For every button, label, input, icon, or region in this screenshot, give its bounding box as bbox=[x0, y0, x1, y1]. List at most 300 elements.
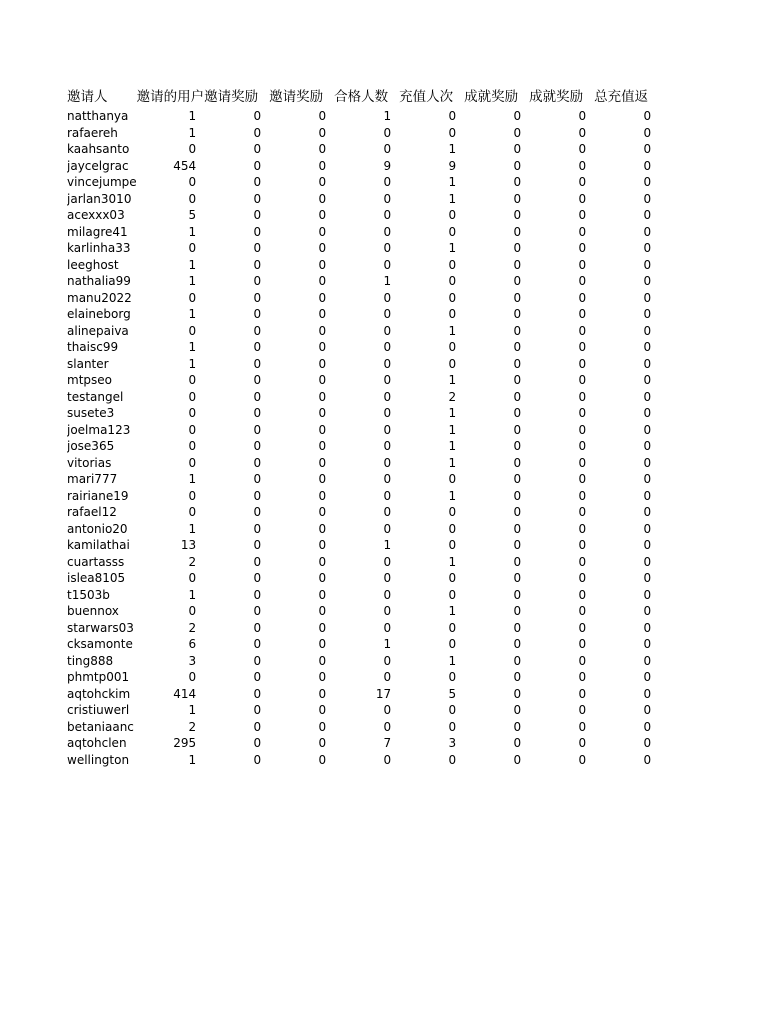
value-cell[interactable] bbox=[137, 686, 205, 703]
value-cell[interactable] bbox=[529, 603, 594, 620]
value-cell[interactable] bbox=[204, 537, 269, 554]
table-row[interactable] bbox=[67, 339, 659, 356]
value-cell[interactable] bbox=[204, 653, 269, 670]
value-cell[interactable] bbox=[464, 735, 529, 752]
value-cell[interactable] bbox=[334, 306, 399, 323]
table-row[interactable] bbox=[67, 141, 659, 158]
inviter-name-cell[interactable]: jarlan3010 bbox=[67, 191, 132, 206]
value-cell[interactable] bbox=[529, 191, 594, 208]
value-cell[interactable] bbox=[334, 240, 399, 257]
table-row[interactable] bbox=[67, 174, 659, 191]
value-cell[interactable] bbox=[204, 719, 269, 736]
value-cell[interactable] bbox=[399, 405, 464, 422]
value-cell[interactable] bbox=[204, 372, 269, 389]
inviter-name-cell[interactable]: vincejumpe bbox=[67, 175, 137, 190]
value-cell[interactable] bbox=[399, 702, 464, 719]
inviter-name-cell[interactable]: jaycelgrac bbox=[67, 158, 129, 173]
value-cell[interactable] bbox=[204, 273, 269, 290]
value-cell[interactable] bbox=[269, 719, 334, 736]
value-cell[interactable] bbox=[594, 207, 659, 224]
value-cell[interactable] bbox=[137, 207, 205, 224]
value-cell[interactable] bbox=[204, 141, 269, 158]
value-cell[interactable] bbox=[204, 702, 269, 719]
value-cell[interactable] bbox=[204, 570, 269, 587]
value-cell[interactable] bbox=[464, 306, 529, 323]
value-cell[interactable] bbox=[204, 735, 269, 752]
value-cell[interactable] bbox=[334, 141, 399, 158]
value-cell[interactable] bbox=[399, 719, 464, 736]
value-cell[interactable] bbox=[594, 224, 659, 241]
value-cell[interactable] bbox=[137, 141, 205, 158]
inviter-name-cell[interactable]: milagre41 bbox=[67, 224, 128, 239]
value-cell[interactable] bbox=[137, 570, 205, 587]
value-cell[interactable] bbox=[529, 290, 594, 307]
value-cell[interactable] bbox=[204, 603, 269, 620]
value-cell[interactable] bbox=[204, 554, 269, 571]
table-row[interactable] bbox=[67, 735, 659, 752]
table-row[interactable] bbox=[67, 719, 659, 736]
value-cell[interactable] bbox=[334, 653, 399, 670]
value-cell[interactable] bbox=[269, 273, 334, 290]
value-cell[interactable] bbox=[594, 686, 659, 703]
inviter-name-cell[interactable]: buennox bbox=[67, 604, 119, 619]
table-row[interactable] bbox=[67, 108, 659, 125]
table-row[interactable] bbox=[67, 488, 659, 505]
value-cell[interactable] bbox=[204, 257, 269, 274]
value-cell[interactable] bbox=[334, 323, 399, 340]
value-cell[interactable] bbox=[269, 537, 334, 554]
value-cell[interactable] bbox=[334, 273, 399, 290]
value-cell[interactable] bbox=[464, 356, 529, 373]
value-cell[interactable] bbox=[334, 537, 399, 554]
value-cell[interactable] bbox=[204, 339, 269, 356]
value-cell[interactable] bbox=[594, 306, 659, 323]
value-cell[interactable] bbox=[269, 455, 334, 472]
value-cell[interactable] bbox=[464, 108, 529, 125]
value-cell[interactable] bbox=[529, 752, 594, 769]
value-cell[interactable] bbox=[204, 323, 269, 340]
value-cell[interactable] bbox=[594, 554, 659, 571]
value-cell[interactable] bbox=[204, 422, 269, 439]
value-cell[interactable] bbox=[334, 125, 399, 142]
value-cell[interactable] bbox=[204, 455, 269, 472]
value-cell[interactable] bbox=[464, 372, 529, 389]
column-header[interactable]: 成就奖励 bbox=[464, 89, 519, 105]
value-cell[interactable] bbox=[464, 339, 529, 356]
inviter-name-cell[interactable]: kamilathai bbox=[67, 538, 130, 553]
value-cell[interactable] bbox=[399, 273, 464, 290]
value-cell[interactable] bbox=[399, 603, 464, 620]
table-row[interactable] bbox=[67, 636, 659, 653]
value-cell[interactable] bbox=[137, 702, 205, 719]
value-cell[interactable] bbox=[594, 455, 659, 472]
table-row[interactable] bbox=[67, 191, 659, 208]
value-cell[interactable] bbox=[137, 389, 205, 406]
value-cell[interactable] bbox=[269, 488, 334, 505]
value-cell[interactable] bbox=[464, 273, 529, 290]
value-cell[interactable] bbox=[137, 158, 205, 175]
value-cell[interactable] bbox=[269, 702, 334, 719]
value-cell[interactable] bbox=[399, 504, 464, 521]
value-cell[interactable] bbox=[137, 488, 205, 505]
value-cell[interactable] bbox=[334, 620, 399, 637]
value-cell[interactable] bbox=[269, 108, 334, 125]
value-cell[interactable] bbox=[464, 422, 529, 439]
inviter-name-cell[interactable]: rairiane19 bbox=[67, 488, 129, 503]
value-cell[interactable] bbox=[529, 438, 594, 455]
table-row[interactable] bbox=[67, 290, 659, 307]
value-cell[interactable] bbox=[334, 488, 399, 505]
value-cell[interactable] bbox=[399, 422, 464, 439]
value-cell[interactable] bbox=[594, 669, 659, 686]
value-cell[interactable] bbox=[529, 158, 594, 175]
inviter-name-cell[interactable]: cuartasss bbox=[67, 554, 125, 569]
inviter-name-cell[interactable]: islea8105 bbox=[67, 571, 126, 586]
value-cell[interactable] bbox=[594, 323, 659, 340]
value-cell[interactable] bbox=[269, 191, 334, 208]
table-row[interactable] bbox=[67, 669, 659, 686]
value-cell[interactable] bbox=[399, 108, 464, 125]
value-cell[interactable] bbox=[464, 191, 529, 208]
value-cell[interactable] bbox=[204, 158, 269, 175]
value-cell[interactable] bbox=[399, 537, 464, 554]
value-cell[interactable] bbox=[334, 422, 399, 439]
inviter-name-cell[interactable]: cristiuwerl bbox=[67, 703, 130, 718]
value-cell[interactable] bbox=[594, 141, 659, 158]
value-cell[interactable] bbox=[334, 191, 399, 208]
value-cell[interactable] bbox=[204, 686, 269, 703]
value-cell[interactable] bbox=[594, 702, 659, 719]
table-row[interactable] bbox=[67, 537, 659, 554]
value-cell[interactable] bbox=[334, 702, 399, 719]
value-cell[interactable] bbox=[529, 207, 594, 224]
inviter-name-cell[interactable]: starwars03 bbox=[67, 620, 134, 635]
value-cell[interactable] bbox=[529, 735, 594, 752]
value-cell[interactable] bbox=[137, 455, 205, 472]
value-cell[interactable] bbox=[529, 521, 594, 538]
value-cell[interactable] bbox=[137, 587, 205, 604]
value-cell[interactable] bbox=[594, 521, 659, 538]
value-cell[interactable] bbox=[594, 719, 659, 736]
value-cell[interactable] bbox=[594, 504, 659, 521]
value-cell[interactable] bbox=[204, 636, 269, 653]
value-cell[interactable] bbox=[334, 372, 399, 389]
value-cell[interactable] bbox=[399, 587, 464, 604]
value-cell[interactable] bbox=[137, 125, 205, 142]
value-cell[interactable] bbox=[269, 686, 334, 703]
value-cell[interactable] bbox=[529, 587, 594, 604]
value-cell[interactable] bbox=[334, 158, 399, 175]
inviter-name-cell[interactable]: aqtohckim bbox=[67, 686, 131, 701]
value-cell[interactable] bbox=[594, 108, 659, 125]
value-cell[interactable] bbox=[204, 521, 269, 538]
value-cell[interactable] bbox=[464, 471, 529, 488]
value-cell[interactable] bbox=[464, 504, 529, 521]
value-cell[interactable] bbox=[334, 669, 399, 686]
value-cell[interactable] bbox=[204, 125, 269, 142]
table-row[interactable] bbox=[67, 702, 659, 719]
value-cell[interactable] bbox=[204, 752, 269, 769]
table-row[interactable] bbox=[67, 257, 659, 274]
value-cell[interactable] bbox=[529, 455, 594, 472]
inviter-name-cell[interactable]: slanter bbox=[67, 356, 109, 371]
table-row[interactable] bbox=[67, 372, 659, 389]
value-cell[interactable] bbox=[594, 735, 659, 752]
inviter-name-cell[interactable]: acexxx03 bbox=[67, 208, 125, 223]
value-cell[interactable] bbox=[594, 752, 659, 769]
table-row[interactable] bbox=[67, 240, 659, 257]
value-cell[interactable] bbox=[399, 438, 464, 455]
value-cell[interactable] bbox=[464, 240, 529, 257]
value-cell[interactable] bbox=[529, 108, 594, 125]
inviter-name-cell[interactable]: natthanya bbox=[67, 109, 129, 124]
value-cell[interactable] bbox=[204, 174, 269, 191]
inviter-name-cell[interactable]: joelma123 bbox=[67, 422, 131, 437]
value-cell[interactable] bbox=[334, 224, 399, 241]
inviter-name-cell[interactable]: mtpseo bbox=[67, 373, 112, 388]
value-cell[interactable] bbox=[594, 191, 659, 208]
value-cell[interactable] bbox=[399, 570, 464, 587]
value-cell[interactable] bbox=[204, 488, 269, 505]
value-cell[interactable] bbox=[269, 141, 334, 158]
value-cell[interactable] bbox=[137, 356, 205, 373]
value-cell[interactable] bbox=[334, 587, 399, 604]
value-cell[interactable] bbox=[269, 125, 334, 142]
value-cell[interactable] bbox=[137, 719, 205, 736]
value-cell[interactable] bbox=[334, 405, 399, 422]
value-cell[interactable] bbox=[269, 339, 334, 356]
value-cell[interactable] bbox=[464, 669, 529, 686]
value-cell[interactable] bbox=[334, 471, 399, 488]
inviter-name-cell[interactable]: karlinha33 bbox=[67, 241, 131, 256]
value-cell[interactable] bbox=[269, 521, 334, 538]
table-row[interactable] bbox=[67, 570, 659, 587]
value-cell[interactable] bbox=[529, 323, 594, 340]
value-cell[interactable] bbox=[137, 372, 205, 389]
value-cell[interactable] bbox=[529, 224, 594, 241]
value-cell[interactable] bbox=[464, 636, 529, 653]
value-cell[interactable] bbox=[137, 504, 205, 521]
value-cell[interactable] bbox=[464, 389, 529, 406]
value-cell[interactable] bbox=[399, 306, 464, 323]
column-header[interactable]: 邀请奖励 bbox=[269, 89, 324, 105]
value-cell[interactable] bbox=[594, 636, 659, 653]
value-cell[interactable] bbox=[594, 290, 659, 307]
value-cell[interactable] bbox=[464, 537, 529, 554]
value-cell[interactable] bbox=[399, 323, 464, 340]
value-cell[interactable] bbox=[594, 405, 659, 422]
value-cell[interactable] bbox=[204, 669, 269, 686]
table-row[interactable] bbox=[67, 405, 659, 422]
value-cell[interactable] bbox=[137, 422, 205, 439]
value-cell[interactable] bbox=[334, 735, 399, 752]
value-cell[interactable] bbox=[334, 719, 399, 736]
value-cell[interactable] bbox=[269, 554, 334, 571]
value-cell[interactable] bbox=[464, 702, 529, 719]
value-cell[interactable] bbox=[529, 422, 594, 439]
inviter-name-cell[interactable]: thaisc99 bbox=[67, 340, 119, 355]
value-cell[interactable] bbox=[334, 389, 399, 406]
value-cell[interactable] bbox=[399, 455, 464, 472]
value-cell[interactable] bbox=[137, 653, 205, 670]
inviter-name-cell[interactable]: aqtohclen bbox=[67, 736, 127, 751]
value-cell[interactable] bbox=[334, 504, 399, 521]
value-cell[interactable] bbox=[529, 537, 594, 554]
value-cell[interactable] bbox=[334, 636, 399, 653]
value-cell[interactable] bbox=[334, 257, 399, 274]
value-cell[interactable] bbox=[137, 240, 205, 257]
value-cell[interactable] bbox=[399, 554, 464, 571]
value-cell[interactable] bbox=[399, 636, 464, 653]
value-cell[interactable] bbox=[594, 174, 659, 191]
value-cell[interactable] bbox=[334, 356, 399, 373]
value-cell[interactable] bbox=[269, 570, 334, 587]
value-cell[interactable] bbox=[399, 339, 464, 356]
value-cell[interactable] bbox=[529, 686, 594, 703]
value-cell[interactable] bbox=[137, 257, 205, 274]
inviter-name-cell[interactable]: mari777 bbox=[67, 472, 118, 487]
inviter-name-cell[interactable]: nathalia99 bbox=[67, 274, 131, 289]
value-cell[interactable] bbox=[399, 290, 464, 307]
value-cell[interactable] bbox=[137, 554, 205, 571]
value-cell[interactable] bbox=[594, 488, 659, 505]
value-cell[interactable] bbox=[204, 587, 269, 604]
value-cell[interactable] bbox=[137, 273, 205, 290]
value-cell[interactable] bbox=[399, 207, 464, 224]
value-cell[interactable] bbox=[464, 620, 529, 637]
value-cell[interactable] bbox=[269, 356, 334, 373]
column-header[interactable]: 合格人数 bbox=[334, 89, 389, 105]
value-cell[interactable] bbox=[529, 125, 594, 142]
value-cell[interactable] bbox=[137, 471, 205, 488]
value-cell[interactable] bbox=[334, 521, 399, 538]
table-row[interactable] bbox=[67, 653, 659, 670]
value-cell[interactable] bbox=[137, 224, 205, 241]
inviter-name-cell[interactable]: testangel bbox=[67, 389, 124, 404]
value-cell[interactable] bbox=[594, 653, 659, 670]
value-cell[interactable] bbox=[334, 603, 399, 620]
value-cell[interactable] bbox=[529, 471, 594, 488]
value-cell[interactable] bbox=[464, 719, 529, 736]
value-cell[interactable] bbox=[399, 356, 464, 373]
value-cell[interactable] bbox=[269, 603, 334, 620]
value-cell[interactable] bbox=[334, 108, 399, 125]
value-cell[interactable] bbox=[269, 438, 334, 455]
inviter-name-cell[interactable]: kaahsanto bbox=[67, 142, 130, 157]
inviter-name-cell[interactable]: wellington bbox=[67, 752, 130, 767]
value-cell[interactable] bbox=[269, 405, 334, 422]
inviter-name-cell[interactable]: ting888 bbox=[67, 653, 114, 668]
value-cell[interactable] bbox=[269, 323, 334, 340]
value-cell[interactable] bbox=[594, 438, 659, 455]
value-cell[interactable] bbox=[204, 290, 269, 307]
value-cell[interactable] bbox=[269, 735, 334, 752]
value-cell[interactable] bbox=[464, 587, 529, 604]
value-cell[interactable] bbox=[137, 603, 205, 620]
value-cell[interactable] bbox=[204, 389, 269, 406]
value-cell[interactable] bbox=[269, 636, 334, 653]
value-cell[interactable] bbox=[204, 108, 269, 125]
inviter-name-cell[interactable]: alinepaiva bbox=[67, 323, 129, 338]
value-cell[interactable] bbox=[594, 273, 659, 290]
inviter-name-cell[interactable]: manu2022 bbox=[67, 290, 132, 305]
value-cell[interactable] bbox=[137, 290, 205, 307]
value-cell[interactable] bbox=[529, 240, 594, 257]
value-cell[interactable] bbox=[529, 620, 594, 637]
value-cell[interactable] bbox=[529, 372, 594, 389]
value-cell[interactable] bbox=[594, 620, 659, 637]
value-cell[interactable] bbox=[204, 471, 269, 488]
value-cell[interactable] bbox=[269, 306, 334, 323]
value-cell[interactable] bbox=[204, 438, 269, 455]
value-cell[interactable] bbox=[594, 537, 659, 554]
value-cell[interactable] bbox=[399, 125, 464, 142]
value-cell[interactable] bbox=[399, 521, 464, 538]
value-cell[interactable] bbox=[334, 570, 399, 587]
value-cell[interactable] bbox=[334, 455, 399, 472]
value-cell[interactable] bbox=[464, 455, 529, 472]
value-cell[interactable] bbox=[594, 471, 659, 488]
inviter-name-cell[interactable]: betaniaanc bbox=[67, 719, 134, 734]
value-cell[interactable] bbox=[464, 521, 529, 538]
value-cell[interactable] bbox=[464, 603, 529, 620]
value-cell[interactable] bbox=[399, 620, 464, 637]
value-cell[interactable] bbox=[464, 405, 529, 422]
value-cell[interactable] bbox=[399, 389, 464, 406]
value-cell[interactable] bbox=[334, 686, 399, 703]
value-cell[interactable] bbox=[529, 273, 594, 290]
value-cell[interactable] bbox=[529, 554, 594, 571]
value-cell[interactable] bbox=[529, 719, 594, 736]
value-cell[interactable] bbox=[334, 554, 399, 571]
value-cell[interactable] bbox=[334, 339, 399, 356]
value-cell[interactable] bbox=[399, 488, 464, 505]
value-cell[interactable] bbox=[529, 174, 594, 191]
value-cell[interactable] bbox=[269, 158, 334, 175]
column-header[interactable]: 充值人次 bbox=[399, 89, 454, 105]
value-cell[interactable] bbox=[399, 372, 464, 389]
value-cell[interactable] bbox=[137, 108, 205, 125]
table-row[interactable] bbox=[67, 587, 659, 604]
value-cell[interactable] bbox=[334, 290, 399, 307]
table-row[interactable] bbox=[67, 603, 659, 620]
table-row[interactable] bbox=[67, 306, 659, 323]
value-cell[interactable] bbox=[529, 570, 594, 587]
value-cell[interactable] bbox=[269, 653, 334, 670]
inviter-name-cell[interactable]: jose365 bbox=[67, 439, 115, 454]
inviter-name-cell[interactable]: elaineborg bbox=[67, 307, 131, 322]
value-cell[interactable] bbox=[529, 389, 594, 406]
value-cell[interactable] bbox=[204, 620, 269, 637]
value-cell[interactable] bbox=[594, 257, 659, 274]
value-cell[interactable] bbox=[137, 620, 205, 637]
value-cell[interactable] bbox=[137, 438, 205, 455]
column-header[interactable]: 邀请的用户 bbox=[136, 89, 205, 105]
value-cell[interactable] bbox=[529, 405, 594, 422]
value-cell[interactable] bbox=[464, 488, 529, 505]
value-cell[interactable] bbox=[269, 389, 334, 406]
value-cell[interactable] bbox=[269, 240, 334, 257]
value-cell[interactable] bbox=[529, 702, 594, 719]
value-cell[interactable] bbox=[137, 752, 205, 769]
value-cell[interactable] bbox=[269, 224, 334, 241]
table-row[interactable] bbox=[67, 455, 659, 472]
column-header[interactable]: 邀请奖励 bbox=[204, 89, 259, 105]
value-cell[interactable] bbox=[464, 570, 529, 587]
value-cell[interactable] bbox=[399, 240, 464, 257]
value-cell[interactable] bbox=[334, 438, 399, 455]
value-cell[interactable] bbox=[399, 224, 464, 241]
